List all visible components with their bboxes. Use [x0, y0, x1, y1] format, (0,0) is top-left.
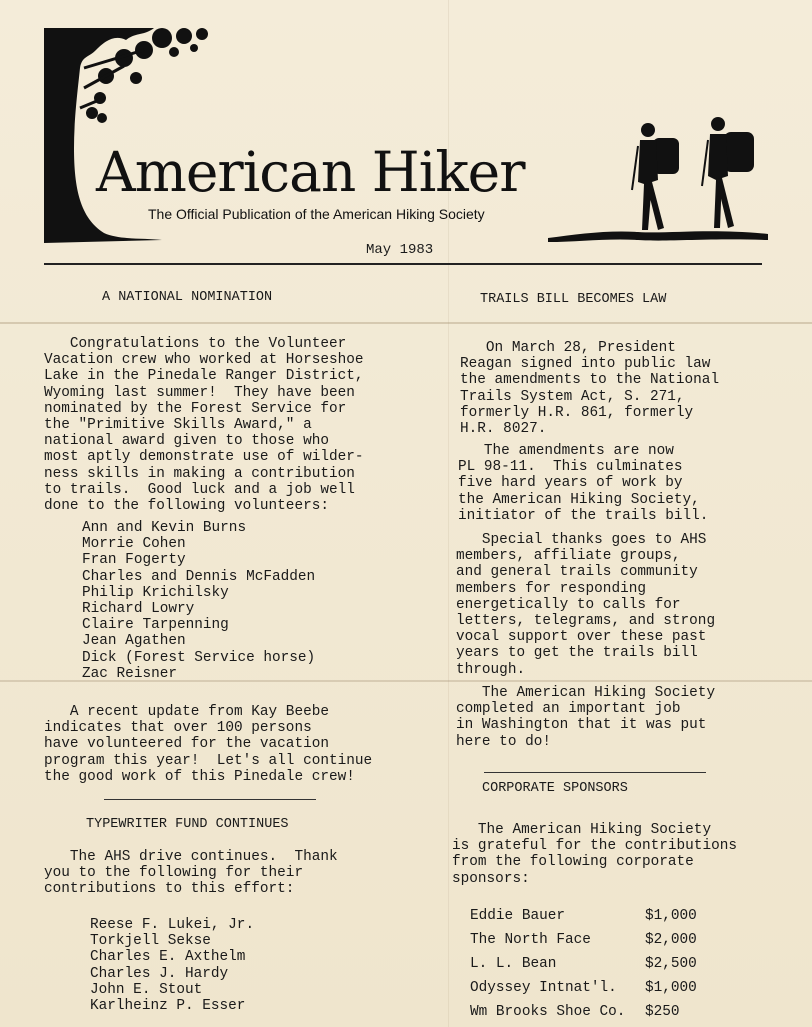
heading-corporate-sponsors: CORPORATE SPONSORS	[482, 781, 628, 796]
paper-fold	[0, 322, 812, 324]
nomination-paragraph: Congratulations to the Volunteer Vacation crew who worked at Horseshoe Lake in the Pinedale Ranger District, Wyoming last summer! They have been nominated by the Forest Service for the "Primitive Skills Award," a national award given to those who most aptly demonstrate use of wilder- ness skills in making a contribution to trails. Good luck and a job well done to the following volunteers:	[44, 336, 364, 515]
list-item: Zac Reisner	[82, 665, 177, 682]
sponsor-row	[470, 1004, 710, 1022]
sponsor-amount: $2,500	[645, 956, 697, 972]
sponsor-name: The North Face	[470, 932, 591, 948]
list-item: Reese F. Lukei, Jr.	[90, 917, 255, 933]
heading-national-nomination: A NATIONAL NOMINATION	[102, 290, 273, 305]
sponsor-row	[470, 956, 710, 974]
trails-bill-paragraph-1: On March 28, President Reagan signed into public law the amendments to the National Trails System Act, S. 271, formerly H.R. 861, formerly H.R. 8027.	[460, 340, 720, 438]
volunteer-list	[82, 520, 315, 682]
list-item: Charles J. Hardy	[90, 965, 229, 982]
sponsor-name: L. L. Bean	[470, 956, 557, 972]
sponsor-name: Eddie Bauer	[470, 908, 565, 924]
publication-subtitle: The Official Publication of the American Hiking Society	[148, 206, 485, 222]
issue-date: May 1983	[366, 242, 434, 258]
list-item: Fran Fogerty	[82, 552, 186, 569]
hikers-silhouette-icon	[548, 110, 768, 250]
list-item: John E. Stout	[90, 981, 203, 998]
list-item: Charles E. Axthelm	[90, 949, 246, 966]
masthead-rule	[44, 263, 762, 265]
list-item: Richard Lowry	[82, 601, 195, 618]
sponsor-amount: $1,000	[645, 980, 697, 996]
sponsor-row	[470, 980, 710, 998]
section-divider	[104, 799, 316, 800]
donor-list	[90, 917, 254, 1014]
trails-bill-paragraph-2: The amendments are now PL 98-11. This culminates five hard years of work by the American Hiking Society, initiator of the trails bill.	[458, 443, 709, 524]
heading-typewriter-fund: TYPEWRITER FUND CONTINUES	[86, 817, 289, 832]
trails-bill-paragraph-3: Special thanks goes to AHS members, affiliate groups, and general trails community members for responding energetically to calls for letters, telegrams, and strong vocal support over these past years to get the trails bill through.	[456, 532, 716, 678]
sponsors-paragraph: The American Hiking Society is grateful for the contributions from the following corporate sponsors:	[452, 822, 737, 887]
trails-bill-paragraph-4: The American Hiking Society completed an important job in Washington that it was put here to do!	[456, 685, 716, 750]
list-item: Claire Tarpenning	[82, 617, 229, 634]
typewriter-fund-paragraph: The AHS drive continues. Thank you to the following for their contributions to this effort:	[44, 849, 338, 898]
sponsor-name: Odyssey Intnat'l.	[470, 980, 617, 996]
list-item: Morrie Cohen	[82, 536, 186, 553]
sponsor-name: Wm Brooks Shoe Co.	[470, 1004, 626, 1020]
publication-title: American Hiker	[96, 140, 525, 204]
heading-trails-bill: TRAILS BILL BECOMES LAW	[480, 292, 667, 307]
sponsor-amount: $250	[645, 1004, 680, 1020]
list-item: Jean Agathen	[82, 633, 186, 650]
list-item: Torkjell Sekse	[90, 933, 211, 950]
sponsor-row	[470, 932, 710, 950]
update-paragraph: A recent update from Kay Beebe indicates that over 100 persons have volunteered for the vacation program this year! Let's all continue the good work of this Pinedale crew!	[44, 704, 373, 785]
list-item: Ann and Kevin Burns	[82, 520, 247, 536]
list-item: Karlheinz P. Esser	[90, 998, 246, 1015]
sponsor-row	[470, 908, 710, 926]
sponsor-amount: $1,000	[645, 908, 697, 924]
section-divider	[484, 772, 706, 773]
list-item: Philip Krichilsky	[82, 584, 229, 601]
sponsor-amount: $2,000	[645, 932, 697, 948]
list-item: Charles and Dennis McFadden	[82, 568, 316, 585]
list-item: Dick (Forest Service horse)	[82, 649, 316, 666]
